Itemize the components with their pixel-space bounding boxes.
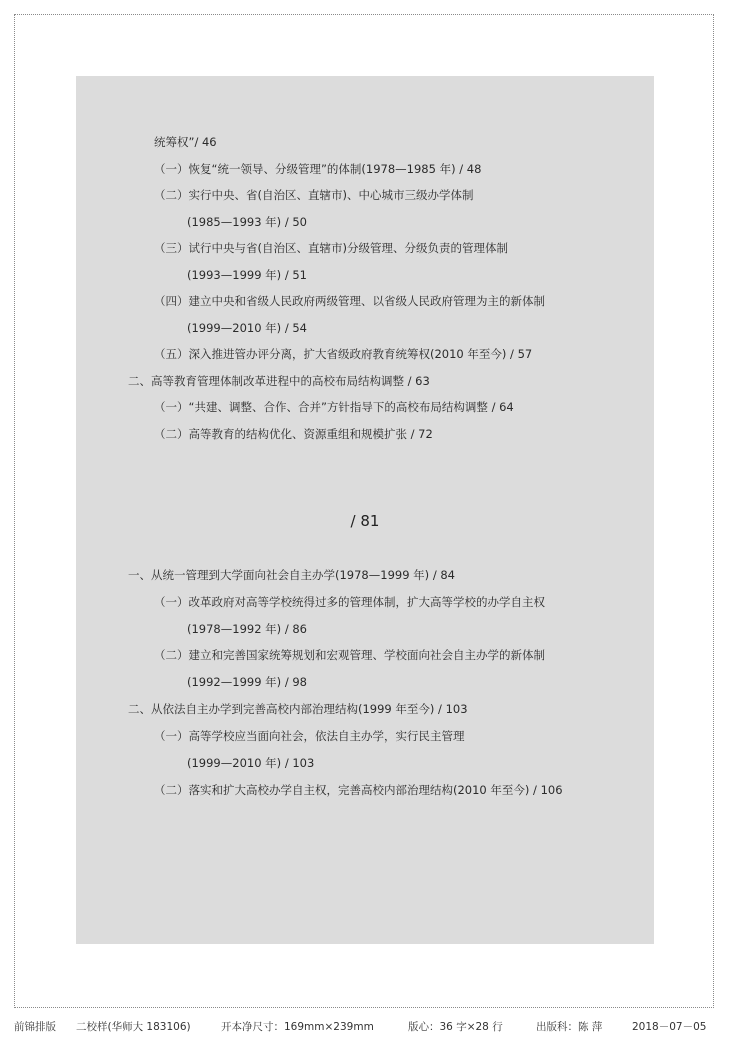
toc-line: (1978—1992 年) / 86 <box>187 622 307 636</box>
content-panel <box>76 76 654 944</box>
toc-line: （一）“共建、调整、合作、合并”方针指导下的高校布局结构调整 / 64 <box>154 400 514 414</box>
footer-proof: 二校样(华师大 183106) <box>76 1021 191 1033</box>
toc-line: （二）落实和扩大高校办学自主权，完善高校内部治理结构(2010 年至今) / 106 <box>154 783 563 797</box>
toc-line: （二）实行中央、省(自治区、直辖市)、中心城市三级办学体制 <box>154 188 474 202</box>
footer-department: 出版科：陈 萍 <box>536 1021 603 1033</box>
chapter-page-number: / 81 <box>350 512 380 530</box>
footer-trim-size: 开本净尺寸：169mm×239mm <box>221 1021 374 1033</box>
footer-date: 2018－07－05 <box>632 1021 707 1033</box>
toc-line: （一）恢复“统一领导、分级管理”的体制(1978—1985 年) / 48 <box>154 162 482 176</box>
toc-heading: 一、从统一管理到大学面向社会自主办学(1978—1999 年) / 84 <box>128 568 455 582</box>
toc-line: (1985—1993 年) / 50 <box>187 215 307 229</box>
toc-line: （五）深入推进管办评分离，扩大省级政府教育统筹权(2010 年至今) / 57 <box>154 347 533 361</box>
toc-heading: 二、高等教育管理体制改革进程中的高校布局结构调整 / 63 <box>128 374 430 388</box>
toc-line: (1992—1999 年) / 98 <box>187 675 307 689</box>
toc-line: （三）试行中央与省(自治区、直辖市)分级管理、分级负责的管理体制 <box>154 241 508 255</box>
footer-layout: 版心：36 字×28 行 <box>408 1021 503 1033</box>
toc-line: 统筹权”/ 46 <box>154 135 217 149</box>
toc-line: （一）改革政府对高等学校统得过多的管理体制，扩大高等学校的办学自主权 <box>154 595 545 609</box>
toc-line: （一）高等学校应当面向社会，依法自主办学，实行民主管理 <box>154 729 465 743</box>
toc-line: (1999—2010 年) / 54 <box>187 321 307 335</box>
toc-line: (1993—1999 年) / 51 <box>187 268 307 282</box>
toc-heading: 二、从依法自主办学到完善高校内部治理结构(1999 年至今) / 103 <box>128 702 468 716</box>
toc-line: （二）高等教育的结构优化、资源重组和规模扩张 / 72 <box>154 427 433 441</box>
footer-typesetter: 前锦排版 <box>14 1021 56 1033</box>
toc-line: (1999—2010 年) / 103 <box>187 756 315 770</box>
toc-line: （四）建立中央和省级人民政府两级管理、以省级人民政府管理为主的新体制 <box>154 294 545 308</box>
toc-line: （二）建立和完善国家统筹规划和宏观管理、学校面向社会自主办学的新体制 <box>154 648 545 662</box>
